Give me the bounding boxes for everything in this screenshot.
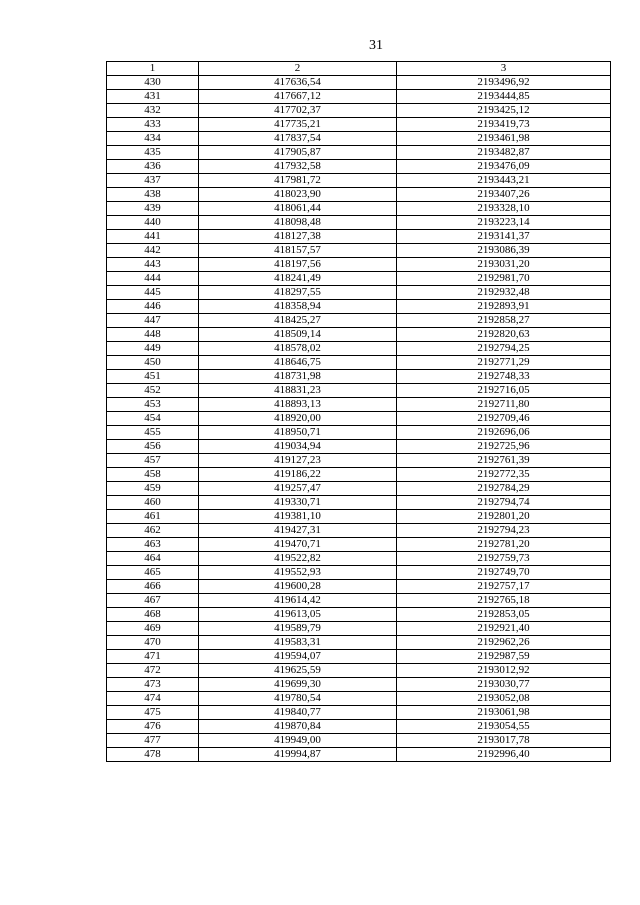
y-coordinate-cell: 2193141,37 [397,230,611,244]
y-coordinate-cell: 2192759,73 [397,552,611,566]
point-number-cell: 462 [107,524,199,538]
table-row [107,748,611,762]
x-coordinate-cell: 418831,23 [199,384,397,398]
table-row [107,104,611,118]
x-coordinate-cell: 418098,48 [199,216,397,230]
x-coordinate-cell: 419600,28 [199,580,397,594]
x-coordinate-cell: 418950,71 [199,426,397,440]
y-coordinate-cell: 2192932,48 [397,286,611,300]
table-row [107,510,611,524]
table-body [107,62,611,762]
table-row [107,678,611,692]
x-coordinate-cell: 419699,30 [199,678,397,692]
point-number-cell: 443 [107,258,199,272]
x-coordinate-cell: 419613,05 [199,608,397,622]
y-coordinate-cell: 2192781,20 [397,538,611,552]
x-coordinate-cell: 419330,71 [199,496,397,510]
point-number-cell: 436 [107,160,199,174]
y-coordinate-cell: 2192749,70 [397,566,611,580]
x-coordinate-cell: 419870,84 [199,720,397,734]
point-number-cell: 450 [107,356,199,370]
point-number-cell: 445 [107,286,199,300]
point-number-cell: 447 [107,314,199,328]
y-coordinate-cell: 2192996,40 [397,748,611,762]
y-coordinate-cell: 2192716,05 [397,384,611,398]
x-coordinate-cell: 419186,22 [199,468,397,482]
column-header-2: 2 [199,62,397,76]
table-row [107,594,611,608]
y-coordinate-cell: 2192820,63 [397,328,611,342]
table-row [107,272,611,286]
y-coordinate-cell: 2192794,74 [397,496,611,510]
table-row [107,664,611,678]
table-row [107,454,611,468]
point-number-cell: 466 [107,580,199,594]
y-coordinate-cell: 2192725,96 [397,440,611,454]
point-number-cell: 469 [107,622,199,636]
y-coordinate-cell: 2192748,33 [397,370,611,384]
x-coordinate-cell: 417702,37 [199,104,397,118]
table-row [107,580,611,594]
x-coordinate-cell: 419583,31 [199,636,397,650]
table-row [107,636,611,650]
table-row [107,370,611,384]
point-number-cell: 472 [107,664,199,678]
x-coordinate-cell: 419427,31 [199,524,397,538]
table-row [107,258,611,272]
point-number-cell: 454 [107,412,199,426]
table-row [107,244,611,258]
point-number-cell: 435 [107,146,199,160]
table-row [107,146,611,160]
table-row [107,608,611,622]
point-number-cell: 459 [107,482,199,496]
x-coordinate-cell: 418578,02 [199,342,397,356]
point-number-cell: 470 [107,636,199,650]
y-coordinate-cell: 2193012,92 [397,664,611,678]
x-coordinate-cell: 418023,90 [199,188,397,202]
x-coordinate-cell: 419589,79 [199,622,397,636]
table-row [107,412,611,426]
y-coordinate-cell: 2192784,29 [397,482,611,496]
point-number-cell: 476 [107,720,199,734]
table-row [107,202,611,216]
y-coordinate-cell: 2192765,18 [397,594,611,608]
table-row [107,314,611,328]
y-coordinate-cell: 2192858,27 [397,314,611,328]
point-number-cell: 441 [107,230,199,244]
x-coordinate-cell: 417667,12 [199,90,397,104]
x-coordinate-cell: 419594,07 [199,650,397,664]
point-number-cell: 465 [107,566,199,580]
x-coordinate-cell: 419949,00 [199,734,397,748]
x-coordinate-cell: 419257,47 [199,482,397,496]
y-coordinate-cell: 2192711,80 [397,398,611,412]
x-coordinate-cell: 418157,57 [199,244,397,258]
y-coordinate-cell: 2192771,29 [397,356,611,370]
y-coordinate-cell: 2192962,26 [397,636,611,650]
point-number-cell: 442 [107,244,199,258]
x-coordinate-cell: 418297,55 [199,286,397,300]
point-number-cell: 438 [107,188,199,202]
point-number-cell: 431 [107,90,199,104]
table-row [107,566,611,580]
y-coordinate-cell: 2192772,35 [397,468,611,482]
x-coordinate-cell: 418127,38 [199,230,397,244]
y-coordinate-cell: 2192893,91 [397,300,611,314]
table-row [107,482,611,496]
x-coordinate-cell: 419522,82 [199,552,397,566]
y-coordinate-cell: 2193496,92 [397,76,611,90]
point-number-cell: 449 [107,342,199,356]
x-coordinate-cell: 418646,75 [199,356,397,370]
table-row [107,552,611,566]
y-coordinate-cell: 2193443,21 [397,174,611,188]
point-number-cell: 460 [107,496,199,510]
table-row [107,692,611,706]
x-coordinate-cell: 419127,23 [199,454,397,468]
x-coordinate-cell: 418425,27 [199,314,397,328]
y-coordinate-cell: 2192853,05 [397,608,611,622]
y-coordinate-cell: 2193017,78 [397,734,611,748]
y-coordinate-cell: 2193061,98 [397,706,611,720]
y-coordinate-cell: 2193419,73 [397,118,611,132]
x-coordinate-cell: 418509,14 [199,328,397,342]
point-number-cell: 474 [107,692,199,706]
y-coordinate-cell: 2193223,14 [397,216,611,230]
table-row [107,342,611,356]
point-number-cell: 446 [107,300,199,314]
y-coordinate-cell: 2193476,09 [397,160,611,174]
x-coordinate-cell: 419470,71 [199,538,397,552]
point-number-cell: 432 [107,104,199,118]
point-number-cell: 440 [107,216,199,230]
y-coordinate-cell: 2192801,20 [397,510,611,524]
point-number-cell: 455 [107,426,199,440]
y-coordinate-cell: 2193407,26 [397,188,611,202]
x-coordinate-cell: 417905,87 [199,146,397,160]
point-number-cell: 464 [107,552,199,566]
y-coordinate-cell: 2193444,85 [397,90,611,104]
table-row [107,524,611,538]
point-number-cell: 444 [107,272,199,286]
table-row [107,356,611,370]
y-coordinate-cell: 2192794,25 [397,342,611,356]
point-number-cell: 453 [107,398,199,412]
x-coordinate-cell: 419381,10 [199,510,397,524]
table-row [107,90,611,104]
point-number-cell: 463 [107,538,199,552]
y-coordinate-cell: 2193030,77 [397,678,611,692]
y-coordinate-cell: 2192987,59 [397,650,611,664]
y-coordinate-cell: 2193052,08 [397,692,611,706]
y-coordinate-cell: 2193328,10 [397,202,611,216]
x-coordinate-cell: 418061,44 [199,202,397,216]
point-number-cell: 477 [107,734,199,748]
table-row [107,426,611,440]
y-coordinate-cell: 2192709,46 [397,412,611,426]
y-coordinate-cell: 2193425,12 [397,104,611,118]
table-row [107,230,611,244]
table-row [107,468,611,482]
x-coordinate-cell: 419614,42 [199,594,397,608]
y-coordinate-cell: 2192696,06 [397,426,611,440]
point-number-cell: 458 [107,468,199,482]
y-coordinate-cell: 2193461,98 [397,132,611,146]
point-number-cell: 439 [107,202,199,216]
x-coordinate-cell: 419034,94 [199,440,397,454]
point-number-cell: 461 [107,510,199,524]
table-row [107,174,611,188]
table-row [107,622,611,636]
table-row [107,286,611,300]
point-number-cell: 437 [107,174,199,188]
x-coordinate-cell: 417932,58 [199,160,397,174]
point-number-cell: 433 [107,118,199,132]
y-coordinate-cell: 2193482,87 [397,146,611,160]
x-coordinate-cell: 418358,94 [199,300,397,314]
table-row [107,650,611,664]
point-number-cell: 475 [107,706,199,720]
y-coordinate-cell: 2193054,55 [397,720,611,734]
table-row [107,496,611,510]
point-number-cell: 451 [107,370,199,384]
x-coordinate-cell: 417636,54 [199,76,397,90]
table-row [107,384,611,398]
x-coordinate-cell: 419625,59 [199,664,397,678]
table-row [107,188,611,202]
y-coordinate-cell: 2192761,39 [397,454,611,468]
point-number-cell: 434 [107,132,199,146]
x-coordinate-cell: 419994,87 [199,748,397,762]
point-number-cell: 467 [107,594,199,608]
x-coordinate-cell: 418731,98 [199,370,397,384]
x-coordinate-cell: 419780,54 [199,692,397,706]
point-number-cell: 468 [107,608,199,622]
x-coordinate-cell: 417981,72 [199,174,397,188]
coordinates-table [106,61,611,762]
page-number: 31 [369,38,383,53]
table-row [107,328,611,342]
point-number-cell: 471 [107,650,199,664]
point-number-cell: 448 [107,328,199,342]
y-coordinate-cell: 2192981,70 [397,272,611,286]
y-coordinate-cell: 2192794,23 [397,524,611,538]
y-coordinate-cell: 2193086,39 [397,244,611,258]
point-number-cell: 457 [107,454,199,468]
point-number-cell: 473 [107,678,199,692]
table-row [107,118,611,132]
table-row [107,398,611,412]
column-header-1: 1 [107,62,199,76]
point-number-cell: 456 [107,440,199,454]
point-number-cell: 430 [107,76,199,90]
y-coordinate-cell: 2192757,17 [397,580,611,594]
y-coordinate-cell: 2192921,40 [397,622,611,636]
table-row [107,160,611,174]
point-number-cell: 478 [107,748,199,762]
x-coordinate-cell: 419552,93 [199,566,397,580]
table-row [107,216,611,230]
table-row [107,440,611,454]
table-row [107,300,611,314]
x-coordinate-cell: 417837,54 [199,132,397,146]
table-row [107,76,611,90]
column-header-3: 3 [397,62,611,76]
table-header-row [107,62,611,76]
point-number-cell: 452 [107,384,199,398]
x-coordinate-cell: 418241,49 [199,272,397,286]
y-coordinate-cell: 2193031,20 [397,258,611,272]
table-row [107,132,611,146]
table-row [107,538,611,552]
table-row [107,706,611,720]
x-coordinate-cell: 418197,56 [199,258,397,272]
table-row [107,734,611,748]
x-coordinate-cell: 417735,21 [199,118,397,132]
x-coordinate-cell: 418920,00 [199,412,397,426]
table-row [107,720,611,734]
x-coordinate-cell: 418893,13 [199,398,397,412]
x-coordinate-cell: 419840,77 [199,706,397,720]
